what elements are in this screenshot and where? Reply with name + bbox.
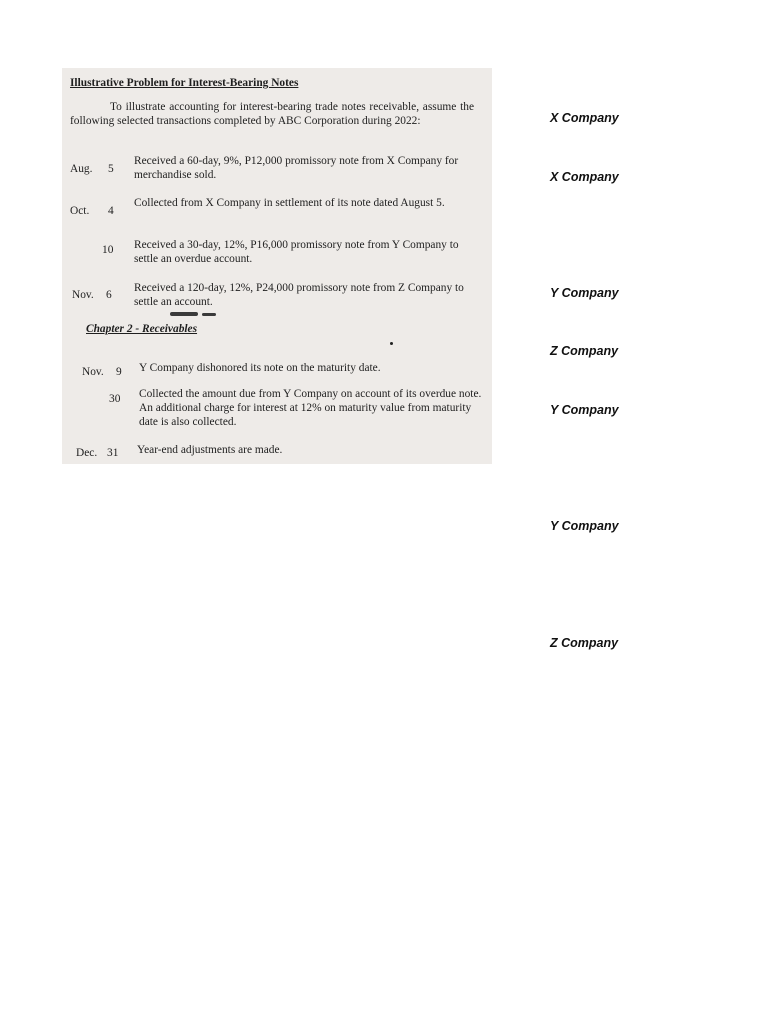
intro-paragraph: To illustrate accounting for interest-bearing trade notes receivable, assume the following selected transactions completed by ABC Corporation during 2022: <box>70 101 474 127</box>
scan-smudge <box>170 312 198 316</box>
company-label-y-2: Y Company <box>550 403 619 417</box>
chapter-heading: Chapter 2 - Receivables <box>86 323 198 335</box>
transaction-description: Year-end adjustments are made. <box>137 444 283 456</box>
date-month: Nov. <box>72 289 94 301</box>
date-month: Oct. <box>70 205 90 217</box>
date-month: Nov. <box>82 366 104 378</box>
scan-speck <box>390 342 393 345</box>
date-day: 9 <box>116 366 122 378</box>
company-label-z-1: Z Company <box>550 344 619 358</box>
company-label-x-2: X Company <box>550 170 619 184</box>
document-title: Illustrative Problem for Interest-Bearing Notes <box>70 77 299 89</box>
date-month: Dec. <box>76 447 98 459</box>
transaction-description: Received a 120-day, 12%, P24,000 promissory note from Z Company to settle an account. <box>134 282 464 308</box>
date-day: 10 <box>102 244 114 256</box>
date-day: 4 <box>108 205 114 217</box>
transaction-description: Collected the amount due from Y Company on account of its overdue note. An additional charge for interest at 12% on maturity value from maturity date is also collected. <box>139 388 482 428</box>
company-label-x-1: X Company <box>550 111 619 125</box>
company-label-z-2: Z Company <box>550 636 619 650</box>
date-month: Aug. <box>70 163 93 175</box>
transaction-description: Received a 30-day, 12%, P16,000 promissory note from Y Company to settle an overdue account. <box>134 239 459 265</box>
transaction-description: Received a 60-day, 9%, P12,000 promissory note from X Company for merchandise sold. <box>134 155 459 181</box>
date-day: 30 <box>109 393 121 405</box>
transaction-description: Y Company dishonored its note on the maturity date. <box>139 362 381 374</box>
company-label-y-3: Y Company <box>550 519 619 533</box>
company-label-y-1: Y Company <box>550 286 619 300</box>
scan-smudge <box>202 313 216 316</box>
date-day: 6 <box>106 289 112 301</box>
scanned-page <box>62 68 492 464</box>
date-day: 5 <box>108 163 114 175</box>
transaction-description: Collected from X Company in settlement of its note dated August 5. <box>134 197 445 209</box>
date-day: 31 <box>107 447 119 459</box>
